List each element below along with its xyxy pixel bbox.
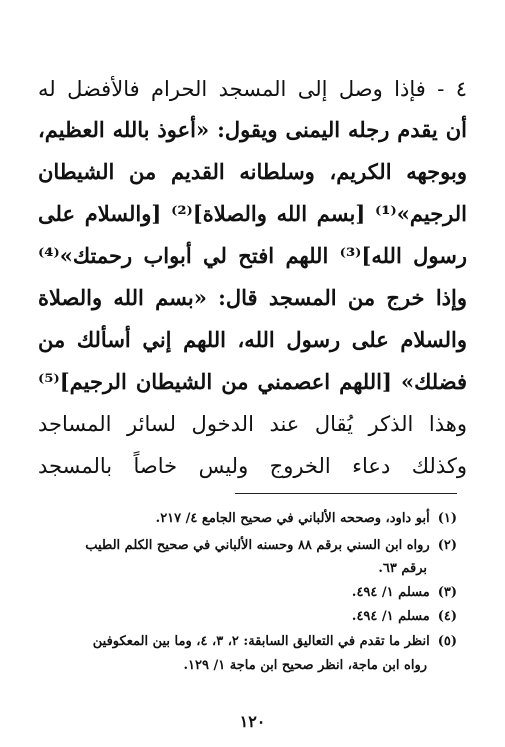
footnote-separator [235, 493, 457, 494]
footnote-text: انظر ما تقدم في التعاليق السابقة: ٢، ٣، ٤، وما بين المعكوفين [92, 634, 430, 649]
footnote [40, 631, 457, 653]
footnote-text: رواه ابن ماجة، انظر صحيح ابن ماجة ١/ ١٢٩. [183, 658, 427, 673]
body-line: والسلام على رسول الله، اللهم إني أسألك من [38, 327, 467, 352]
footnote [40, 606, 457, 628]
body-line: رسول الله]⁽³⁾ اللهم افتح لي أبواب رحمتك»⁽⁴⁾ [38, 243, 467, 268]
footnote-text: مسلم ١/ ٤٩٤. [351, 585, 430, 600]
page-number: ١٢٠ [239, 712, 266, 731]
body-line: ٤ - فإذا وصل إلى المسجد الحرام فالأفضل له [38, 77, 467, 101]
footnote-text: برقم ٦٣. [378, 561, 427, 576]
footnote-text: مسلم ١/ ٤٩٤. [351, 609, 430, 624]
body-line: وبوجهه الكريم، وسلطانه القديم من الشيطان [38, 159, 467, 184]
footnote-number: (١) [437, 511, 457, 526]
footnote-text: رواه ابن السني برقم ٨٨ وحسنه الألباني في صحيح الكلم الطيب [85, 538, 430, 553]
body-line: وهذا الذكر يُقال عند الدخول لسائر المساجد [38, 412, 467, 436]
body-line: وإذا خرج من المسجد قال: «بسم الله والصلاة [38, 285, 467, 310]
footnote-number: (٢) [437, 538, 457, 553]
footnote-continuation [40, 558, 427, 580]
footnote-number: (٣) [437, 585, 457, 600]
body-line: أن يقدم رجله اليمنى ويقول: «أعوذ بالله العظيم، [38, 117, 467, 142]
body-line: الرجيم»⁽¹⁾ [بسم الله والصلاة]⁽²⁾ [والسلام على [38, 201, 467, 226]
footnote-continuation [40, 655, 427, 677]
footnote [40, 582, 457, 604]
body-line: فضلك» [اللهم اعصمني من الشيطان الرجيم]⁽⁵⁾ [38, 369, 467, 394]
footnote-text: أبو داود، وصححه الألباني في صحيح الجامع ٤/ ٢١٧. [155, 511, 430, 526]
footnote-number: (٥) [437, 634, 457, 649]
footnote [40, 508, 457, 530]
footnote-number: (٤) [437, 609, 457, 624]
footnote [40, 535, 457, 557]
body-line: وكذلك دعاء الخروج وليس خاصاً بالمسجد [38, 454, 467, 478]
